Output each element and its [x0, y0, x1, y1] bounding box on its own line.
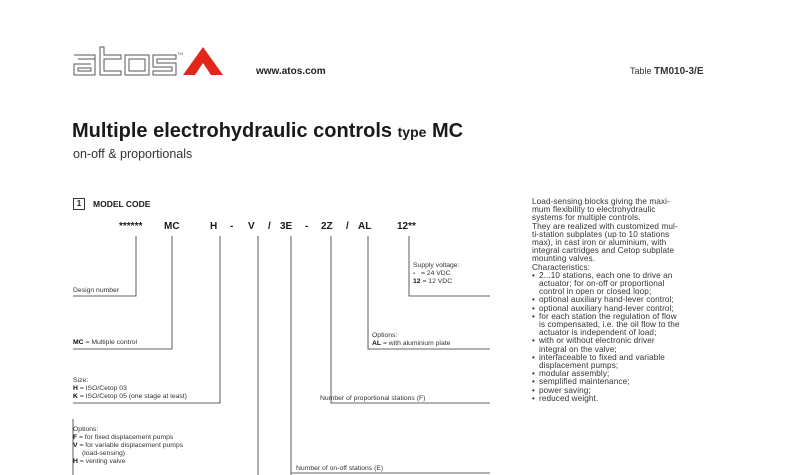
- list-item-line: • reduced weight.: [539, 393, 599, 403]
- code-mc: MC: [164, 221, 180, 232]
- list-item-line: actuator is independent of load;: [539, 328, 657, 338]
- intro-line: max), in cast iron or aluminium, with: [532, 238, 667, 248]
- table-code: TM010-3/E: [654, 66, 704, 77]
- code-size: H: [210, 221, 218, 232]
- options-title: Options:: [73, 426, 99, 433]
- list-item-line: • with or without electronic driver: [539, 336, 655, 346]
- label-mc: [73, 339, 137, 347]
- sv2-key: 12: [413, 278, 421, 285]
- list-item: [532, 313, 722, 338]
- supply-title: Supply voltage:: [413, 262, 460, 269]
- size-h-key: H: [73, 385, 78, 392]
- al-key: AL: [372, 340, 382, 347]
- intro-line: They are realized with customized mul-: [532, 221, 678, 231]
- intro-line: mum flexibility to electrohydraulic: [532, 205, 656, 215]
- opt-f-desc: = for fixed displacement pumps: [79, 434, 174, 441]
- label-supply-voltage: [413, 262, 459, 286]
- code-onoff-stations: 3E: [280, 221, 293, 232]
- opt-v-desc: = for variable displacement pumps: [79, 442, 184, 449]
- list-item: [532, 272, 722, 297]
- sv2-desc: = 12 VDC: [422, 278, 453, 285]
- intro-line: integral cartridges and Cetop subplate: [532, 246, 675, 256]
- list-item-line: • modular assembly;: [539, 369, 610, 379]
- intro-line: Characteristics:: [532, 262, 591, 272]
- list-item-line: is compensated, i.e. the oil flow to the: [539, 320, 680, 330]
- opt-v-desc2: (load-sensing): [82, 450, 126, 457]
- label-design-number: Design number: [73, 287, 120, 294]
- list-item-line: integral on the valve;: [539, 344, 617, 354]
- mc-key: MC: [73, 339, 84, 346]
- opt-h-key: H: [73, 458, 78, 465]
- list-item-line: • optional auxiliary hand-lever control;: [539, 295, 674, 305]
- code-design-number: ******: [119, 221, 143, 232]
- al-desc: = with aluminium plate: [382, 340, 451, 347]
- code-slash-2: /: [346, 221, 349, 232]
- title-type-word: type: [397, 124, 427, 140]
- mc-desc: = Multiple control: [85, 339, 138, 346]
- sv1-key: -: [413, 270, 416, 277]
- list-item-line: control in open or closed loop;: [539, 287, 652, 297]
- intro-line: Load-sensing blocks giving the maxi-: [532, 197, 670, 206]
- label-prop-stations: Number of proportional stations (F): [320, 395, 426, 402]
- table-label: Table: [630, 66, 652, 76]
- label-onoff-stations: Number of on-off stations (E): [296, 465, 384, 472]
- size-title: Size:: [73, 377, 89, 384]
- list-item-line: displacement pumps;: [539, 361, 619, 371]
- size-k-key: K: [73, 393, 78, 400]
- list-item-line: • semplified maintenance;: [539, 377, 630, 387]
- page-subtitle: on-off & proportionals: [73, 147, 193, 161]
- website-link[interactable]: www.atos.com: [256, 66, 326, 77]
- intro-line: systems for multiple controls.: [532, 213, 641, 223]
- opt-h-desc: = venting valve: [79, 458, 126, 465]
- label-options-al: [372, 332, 450, 348]
- intro-line: mounting valves.: [532, 254, 596, 264]
- size-k-desc: = ISO/Cetop 05 (one stage at least): [79, 393, 187, 400]
- code-al: AL: [358, 221, 372, 232]
- sv1-desc: = 24 VDC: [420, 270, 451, 277]
- opt-f-key: F: [73, 434, 78, 441]
- list-item-line: • interfaceable to fixed and variable: [539, 352, 665, 362]
- list-item: [532, 395, 722, 403]
- intro-line: ti-station subplates (up to 10 stations: [532, 229, 670, 239]
- code-dash-2: -: [305, 221, 309, 232]
- code-prop-stations: 2Z: [321, 221, 333, 232]
- list-item: [532, 337, 722, 353]
- list-item-line: actuator; for on-off or proportional: [539, 279, 665, 289]
- description-text: [532, 198, 722, 403]
- title-main: Multiple electrohydraulic controls: [72, 120, 393, 142]
- title-type-code: MC: [431, 120, 464, 142]
- code-slash-1: /: [268, 221, 271, 232]
- opt-v-key: V: [73, 442, 78, 449]
- description-intro: [532, 198, 722, 272]
- code-dash-1: -: [230, 221, 234, 232]
- section-number: 1: [73, 198, 85, 210]
- code-supply-voltage: 12**: [397, 221, 416, 232]
- label-size: [73, 377, 187, 401]
- code-options: V: [248, 221, 255, 232]
- label-options: [73, 426, 183, 466]
- list-item-line: • 2...10 stations, each one to drive an: [539, 270, 673, 280]
- size-h-desc: = ISO/Cetop 03: [79, 385, 127, 392]
- options2-title: Options:: [372, 332, 398, 339]
- list-item-line: • optional auxiliary hand-lever control;: [539, 303, 674, 313]
- list-item: [532, 354, 722, 370]
- list-item-line: • power saving;: [539, 385, 591, 395]
- list-item-line: • for each station the regulation of flow: [539, 311, 677, 321]
- svg-text:TM: TM: [177, 51, 183, 56]
- characteristics-list: [532, 272, 722, 403]
- section-title: MODEL CODE: [93, 199, 151, 209]
